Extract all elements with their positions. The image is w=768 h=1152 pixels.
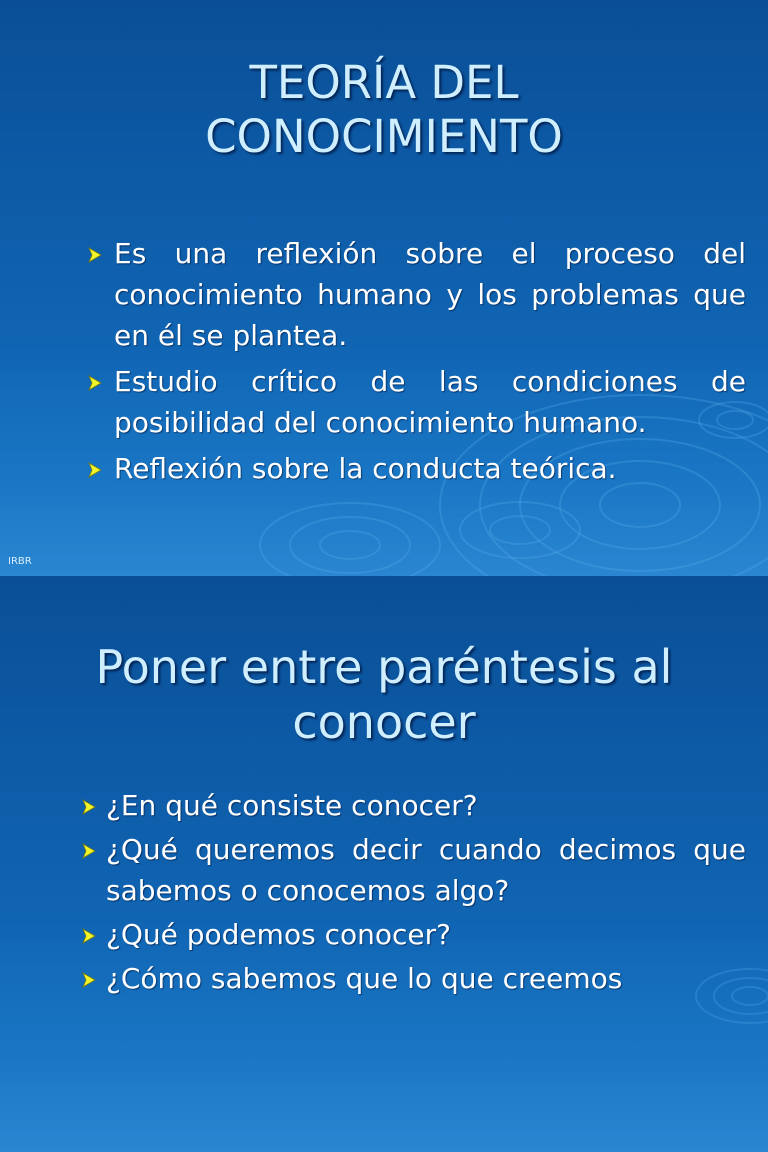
slide-2 [0,576,768,1152]
slide-1-bullet-text: Reflexión sobre la conducta teórica. [114,452,617,485]
slide-2-bullet-item [78,958,746,999]
slide-2-bullet-item [78,914,746,955]
slide-footer-label: IRBR [8,556,32,567]
slide-1-bullet-list [84,233,746,494]
arrow-bullet-icon [86,461,104,479]
slide-2-bullet-text: ¿En qué consiste conocer? [106,789,478,822]
arrow-bullet-icon [80,927,98,945]
slide-1-title-line-2: CONOCIMIENTO [205,110,563,163]
slide-2-title-line-1: Poner entre paréntesis al [95,640,673,694]
arrow-bullet-icon [86,246,104,264]
slide-1-title [0,56,768,164]
slide-1-bullet-text: Es una reflexión sobre el proceso del conocimiento humano y los problemas que en él se plantea. [114,237,746,352]
slide-1-title-line-1: TEORÍA DEL [249,56,519,109]
slide-2-bullet-text: ¿Cómo sabemos que lo que creemos [106,962,623,995]
slide-2-bullet-item [78,785,746,826]
slide-2-bullet-text: ¿Qué podemos conocer? [106,918,451,951]
slide-2-bullet-list [78,785,746,1002]
slide-2-title-line-2: conocer [292,695,476,750]
arrow-bullet-icon [80,798,98,816]
arrow-bullet-icon [86,374,104,392]
slide-2-title [0,640,768,750]
arrow-bullet-icon [80,971,98,989]
slide-2-bullet-item [78,829,746,911]
slide-2-bullet-text: ¿Qué queremos decir cuando decimos que sabemos o conocemos algo? [106,833,746,907]
slide-1-bullet-text: Estudio crítico de las condiciones de posibilidad del conocimiento humano. [114,365,746,439]
slide-1-bullet-item [84,361,746,443]
arrow-bullet-icon [80,842,98,860]
slide-1-bullet-item [84,448,746,489]
slide-1-bullet-item [84,233,746,356]
